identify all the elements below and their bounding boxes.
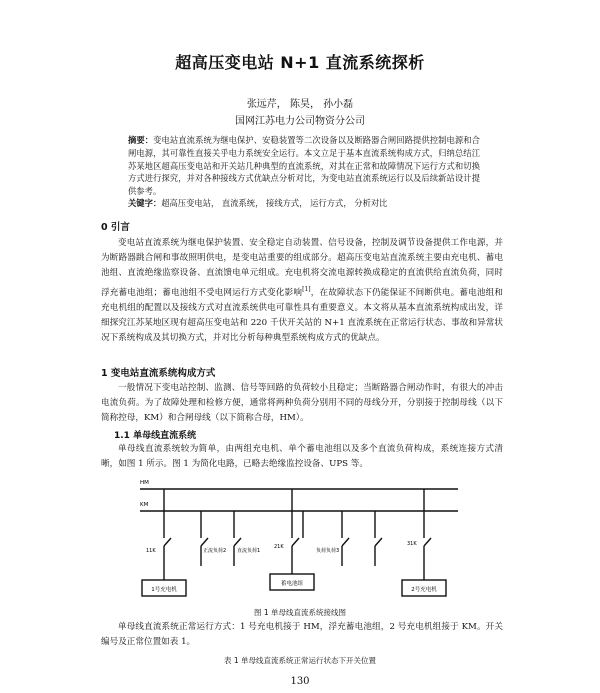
page-number: 130 xyxy=(290,676,310,687)
figure-1-caption: 图 1 单母线直流系统接线图 xyxy=(253,608,347,617)
citation-ref: [1] xyxy=(302,285,311,293)
keywords-label: 关键字： xyxy=(128,198,162,208)
section-0-heading: 0 引言 xyxy=(101,222,130,233)
abstract-text: 变电站直流系统为继电保护、安稳装置等二次设备以及断路器合闸回路提供控制电源和合闸电源，其可靠性直接关乎电力系统安全运行。本文立足于基本直流系统构成方式，归纳总结江苏某地区超高压变电站和开关站几种典型的直流系统，对其在正常和故障情况下运行方式和切换方式进行探究，并对各种接线方式优缺点分析对比，为变电站直流系统运行以及后续新站设计提供参考。 xyxy=(128,135,480,197)
abstract-label: 摘要： xyxy=(128,135,154,145)
subsection-1-1-heading: 1.1 单母线直流系统 xyxy=(114,431,197,441)
table-1-caption: 表 1 单母线直流系统正常运行状态下开关位置 xyxy=(223,656,377,665)
bus-hm-label: HM xyxy=(140,480,149,486)
dc-load-3-label: 负荷负荷3 xyxy=(316,548,340,554)
affiliation: 国网江苏电力公司物资分公司 xyxy=(235,116,365,127)
dc-load-2-label: 正流负荷2 xyxy=(203,548,227,554)
section-0-text-a: 变电站直流系统为继电保护装置、安全稳定自动装置、信号设备，控制及调节设备提供工作电源，并为断路器跳合闸和事故照明供电，是变电站重要的组成部分。超高压变电站直流系统主要由充电机、蓄电池组、直流绝缘监察设备、直流馈电单元组成。充电机将交流电源转换成稳定的直流供给直流负荷，同时浮充蓄电池组；蓄电池组不受电网运行方式变化影响 xyxy=(101,238,503,298)
section-0-text-b: ，在故障状态下仍能保证不间断供电。蓄电池组和充电机组的配置以及接线方式对直流系统供电可靠性具有重要意义。本文将从基本直流系统构成出发，详细探究江苏某地区现有超高压变电站和 220 千伏开关站的 N+1 直流系统在正常运行状态、事故和异常状况下系统构成及其切换方式，并对比分析每种典型系统构成方式的优缺点。 xyxy=(101,287,503,344)
charger-1-label: 1号充电机 xyxy=(151,587,177,593)
authors: 张远芹， 陈昊， 孙小磊 xyxy=(246,99,354,110)
dc-load-1-label: 直流负荷1 xyxy=(237,548,261,554)
switch-31k-label: 31K xyxy=(407,541,417,547)
section-1-heading: 1 变电站直流系统构成方式 xyxy=(101,368,216,379)
battery-label: 蓄电池组 xyxy=(280,581,304,587)
switch-11k-label: 11K xyxy=(146,548,156,554)
bus-km-label: KM xyxy=(140,502,149,508)
charger-2-label: 2号充电机 xyxy=(411,587,437,593)
subsection-1-1-paragraph: 单母线直流系统较为简单，由两组充电机、单个蓄电池组以及多个直流负荷构成，系统连接方式清晰，如图 1 所示。图 1 为简化电路，已略去绝缘监控设备、UPS 等。 xyxy=(101,444,503,470)
keywords-text: 超高压变电站， 直流系统， 接线方式， 运行方式， 分析对比 xyxy=(161,198,388,208)
switch-21k-label: 21K xyxy=(274,544,284,550)
section-1-paragraph: 一般情况下变电站控制、监测、信号等回路的负荷较小且稳定；当断路器合闸动作时，有很大的冲击电流负荷。为了故障处理和检修方便，通常将两种负荷分别用不同的母线分开，分别接于控制母线（以下简称控母，KM）和合闸母线（以下简称合母，HM）。 xyxy=(101,383,503,424)
paper-title: 超高压变电站 N+1 直流系统探析 xyxy=(175,53,425,72)
normal-operation-paragraph: 单母线直流系统正常运行方式：1 号充电机接于 HM，浮充蓄电池组，2 号充电机组接于 KM。开关编号及正常位置如表 1。 xyxy=(101,622,503,648)
